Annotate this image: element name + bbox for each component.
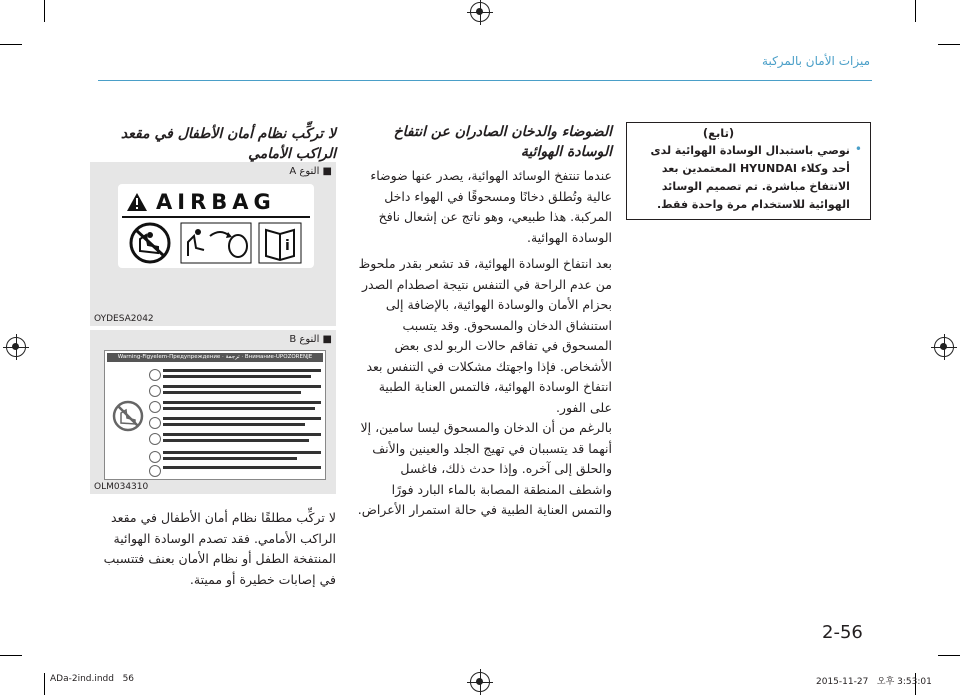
airbag-banner (122, 188, 310, 216)
paragraph-child-seat-warning: لا تركِّب مطلقًا نظام أمان الأطفال في مقعد الراكب الأمامي. فقد تصدم الوسادة الهوائية المنتفخة الطفل أو نظام الأمان بعنف فتتسبب في إصابات خطيرة أو مميتة. (103, 510, 336, 587)
language-badge-icon (149, 417, 161, 429)
airbag-banner-rule (122, 216, 310, 218)
bullet-icon: • (854, 142, 862, 156)
paragraph-noise: عندما تنتفخ الوسائد الهوائية، يصدر عنها ضوضاء عالية وتُطلق دخانًا ومسحوقًا في الهواء داخل المركبة. هذا طبيعي، وهو ناتج عن إشعال نافخ الوسادة الهوائية. (370, 168, 612, 245)
figure-b-label: ■ النوع B (289, 334, 332, 345)
section-title: ميزات الأمان بالمركبة (762, 54, 870, 68)
registration-mark-icon (470, 672, 490, 692)
warning-text-line (163, 451, 321, 454)
warning-triangle-icon (126, 192, 148, 212)
airbag-deploy-icon (180, 222, 252, 264)
language-badge-icon (149, 451, 161, 463)
note-box (626, 122, 871, 220)
crop-mark (44, 0, 45, 22)
registration-mark-icon (934, 337, 954, 357)
crop-mark (938, 655, 960, 656)
warning-text-line (163, 375, 311, 378)
warning-text-line (163, 407, 315, 410)
page-number: 2-56 (822, 622, 863, 643)
language-badge-icon (149, 401, 161, 413)
crop-mark (938, 44, 960, 45)
warning-text-line (163, 369, 321, 372)
warning-text-line (163, 385, 321, 388)
figure-b-code: OLM034310 (94, 482, 149, 492)
note-text: نوصي باستبدال الوسادة الهوائية لدى أحد وكلاء HYUNDAI المعتمدين بعد الانتفاخ مباشرة. تم تصميم الوسائد الهوائية للاستخدام مرة واحدة فقط. (650, 144, 850, 211)
warning-text-line (163, 457, 297, 460)
figure-a-code: OYDESA2042 (94, 314, 154, 324)
language-badge-icon (149, 369, 161, 381)
warning-text-line (163, 391, 301, 394)
middle-column (356, 122, 612, 521)
svg-text:i: i (285, 238, 290, 254)
language-rows (149, 365, 321, 475)
language-badge-icon (149, 433, 161, 445)
warning-text-line (163, 439, 309, 442)
warning-text-line (163, 423, 305, 426)
footer-timestamp: 2015-11-27 오후 3:53:01 (816, 677, 932, 687)
registration-mark-icon (470, 2, 490, 22)
warning-text-line (163, 433, 321, 436)
language-badge-icon (149, 465, 161, 477)
airbag-text: AIRBAG (156, 190, 276, 214)
figure-a-label: ■ النوع A (289, 166, 332, 177)
warning-banner: Warning-Figyelem-Предупреждение · ترجمة · Внимание-UPOZORENJE (107, 353, 323, 362)
heading-airbag-noise-smoke: الضوضاء والدخان الصادران عن انتفاخ الوسادة الهوائية (393, 124, 612, 160)
no-child-seat-icon (111, 399, 145, 433)
airbag-warning-label (118, 184, 314, 268)
warning-text-line (163, 401, 321, 404)
no-child-seat-icon (126, 221, 174, 265)
note-title: (تابع) (702, 126, 735, 140)
registration-mark-icon (6, 337, 26, 357)
crop-mark (0, 44, 22, 45)
heading-no-child-seat: لا تركِّب نظام أمان الأطفال في مقعد الراكب الأمامي (120, 126, 336, 162)
language-badge-icon (149, 385, 161, 397)
warning-text-line (163, 417, 321, 420)
paragraph-irritation: بالرغم من أن الدخان والمسحوق ليسا سامين، إلا أنهما قد يتسببان في تهيج الجلد والعينين والأنف والحلق إلى آخره. وإذا حدث ذلك، فاغسل واشطف المنطقة المصابة بالماء البارد فورًا والتمس العناية الطبية في حالة استمرار الأعراض. (357, 420, 612, 517)
figure-type-b (90, 330, 336, 494)
figure-type-a (90, 162, 336, 326)
warning-text-line (163, 466, 321, 469)
paragraph-breathing: بعد انتفاخ الوسادة الهوائية، قد تشعر بقدر ملحوظ من عدم الراحة في التنفس نتيجة اصطدام الصدر بحزام الأمان والوسادة الهوائية، بالإضافة إلى استنشاق الدخان والمسحوق. وقد يتسبب المسحوق في تفاقم حالات الربو لدى بعض الأشخاص. فإذا واجهتك مشكلات في التنفس بعد انتفاخ الوسادة الهوائية، فالتمس العناية الطبية على الفور. (358, 256, 612, 415)
read-manual-icon (258, 222, 302, 264)
crop-mark (44, 673, 45, 695)
multilingual-warning-label (104, 350, 326, 480)
crop-mark (915, 0, 916, 22)
footer-file-name: ADa-2ind.indd 56 (50, 674, 135, 684)
crop-mark (0, 655, 22, 656)
header-rule (98, 80, 872, 81)
